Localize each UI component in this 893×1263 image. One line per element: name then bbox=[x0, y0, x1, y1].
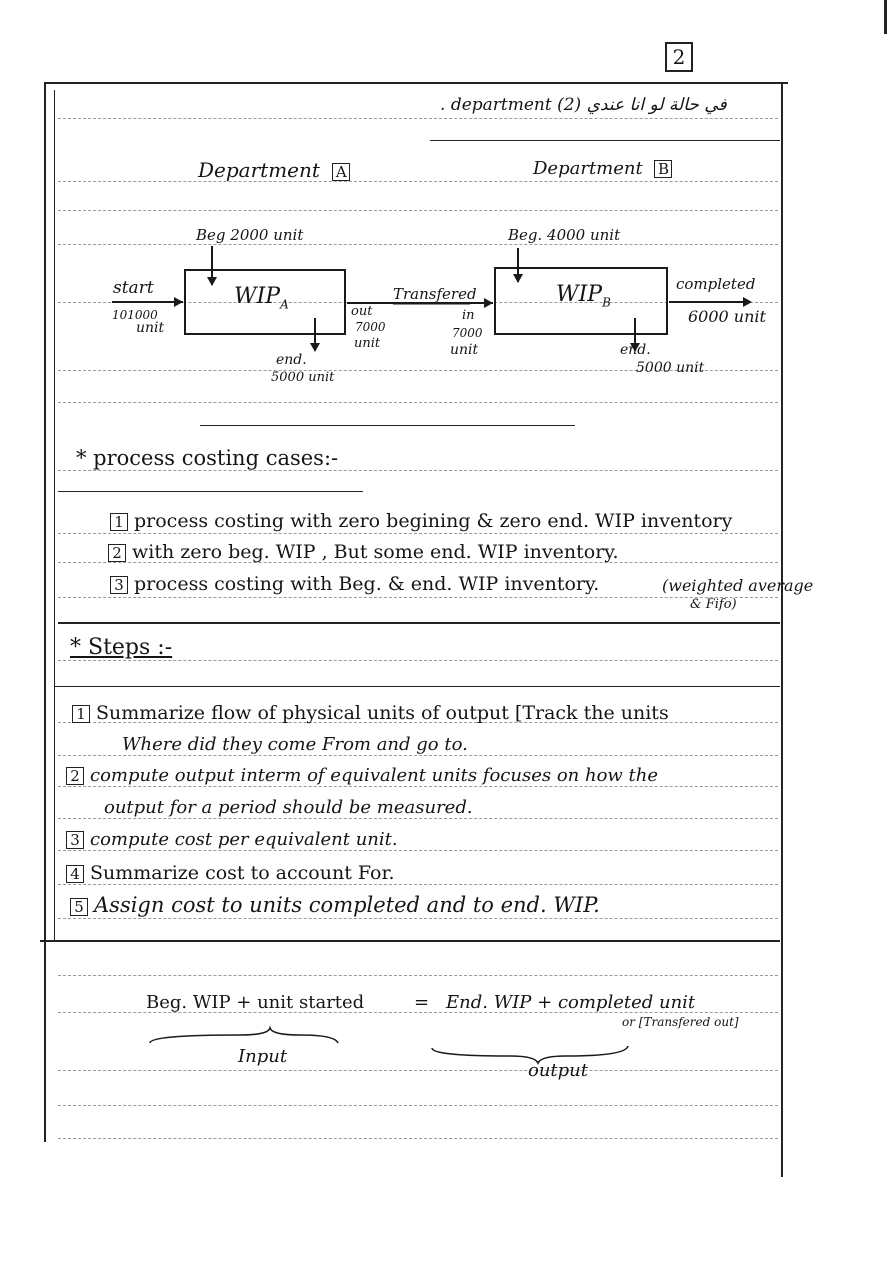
case-note-1: (weighted average bbox=[662, 576, 814, 595]
dept-b-label: B bbox=[654, 160, 672, 178]
transfer-3: 7000 bbox=[452, 326, 483, 340]
output-label: output bbox=[528, 1060, 589, 1081]
equation-eq: = bbox=[414, 992, 430, 1013]
a-start-2: 101000 bbox=[112, 308, 158, 322]
dept-b-title: Department B bbox=[533, 158, 678, 179]
equation-lhs: Beg. WIP + unit started bbox=[146, 992, 365, 1013]
b-end-2: 5000 unit bbox=[636, 360, 705, 376]
input-brace bbox=[150, 1028, 338, 1043]
wip-b-sub: B bbox=[602, 295, 611, 310]
a-end-1: end. bbox=[276, 352, 307, 368]
b-end-1: end. bbox=[620, 342, 651, 358]
a-start-3: unit bbox=[136, 320, 165, 336]
step-text: compute cost per equivalent unit. bbox=[90, 829, 398, 850]
a-end-2: 5000 unit bbox=[271, 370, 335, 385]
header-note: في حالة لو انا عندي department (2) . bbox=[440, 95, 727, 115]
step-text: Summarize flow of physical units of output [Track the units bbox=[96, 702, 669, 724]
wip-a-label: $WIP_A$ bbox=[234, 284, 289, 312]
transfer-2: in bbox=[462, 308, 475, 323]
b-completed-1: completed bbox=[676, 275, 756, 293]
cases-heading: * process costing cases:- bbox=[76, 446, 339, 470]
equation-alt: or [Transfered out] bbox=[622, 1015, 739, 1029]
transfer-1: Transfered bbox=[393, 285, 477, 303]
case-text: with zero beg. WIP , But some end. WIP inventory. bbox=[132, 541, 619, 563]
steps-heading: * Steps :- bbox=[70, 635, 173, 660]
wip-a-sub: A bbox=[280, 297, 289, 312]
case-num: 3 bbox=[110, 576, 128, 594]
case-text: process costing with Beg. & end. WIP inventory. bbox=[134, 573, 600, 595]
step-num: 1 bbox=[72, 705, 90, 723]
step-num: 5 bbox=[70, 898, 88, 916]
step-num: 4 bbox=[66, 865, 84, 883]
step-text-cont: output for a period should be measured. bbox=[104, 797, 473, 818]
a-start-1: start bbox=[113, 278, 154, 298]
step-num: 2 bbox=[66, 767, 84, 785]
a-out-3: unit bbox=[354, 336, 381, 351]
transfer-4: unit bbox=[450, 342, 479, 358]
case-note-2: & Fifo) bbox=[690, 597, 737, 612]
step-text: compute output interm of equivalent units focuses on how the bbox=[90, 765, 659, 786]
a-out-1: out bbox=[351, 304, 373, 319]
equation-rhs: End. WIP + completed unit bbox=[446, 992, 696, 1013]
a-out-2: 7000 bbox=[355, 320, 386, 334]
step-text: Summarize cost to account For. bbox=[90, 862, 395, 884]
step-text-cont: Where did they come From and go to. bbox=[122, 734, 468, 755]
dept-a-label: A bbox=[332, 163, 350, 181]
case-num: 1 bbox=[110, 513, 128, 531]
page-number: 2 bbox=[672, 45, 686, 69]
input-label: Input bbox=[238, 1046, 288, 1067]
wip-b-label: $WIP_B$ bbox=[556, 282, 611, 310]
dept-a-title: Department A bbox=[198, 158, 356, 182]
step-text: Assign cost to units completed and to end. WIP. bbox=[94, 893, 600, 917]
b-completed-2: 6000 unit bbox=[688, 307, 766, 326]
step-num: 3 bbox=[66, 831, 84, 849]
a-beg-label: Beg 2000 unit bbox=[196, 226, 304, 244]
case-num: 2 bbox=[108, 544, 126, 562]
b-beg-label: Beg. 4000 unit bbox=[508, 226, 621, 244]
case-text: process costing with zero begining & zero end. WIP inventory bbox=[134, 510, 733, 532]
